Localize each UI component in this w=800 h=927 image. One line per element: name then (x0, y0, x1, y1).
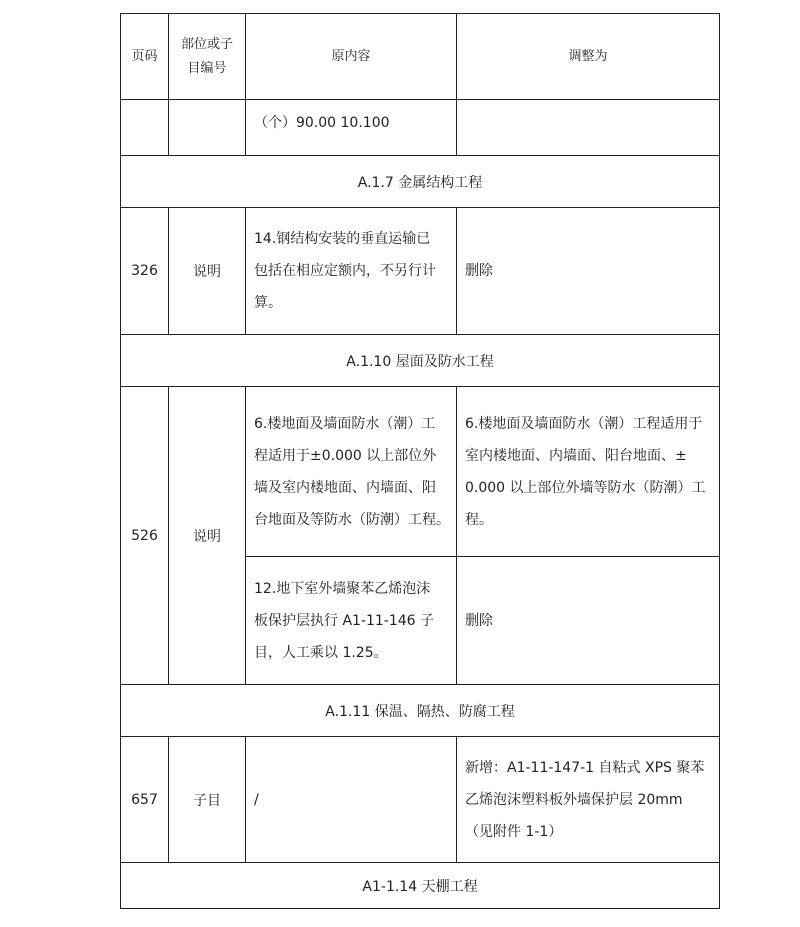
cell-adjusted: 新增：A1-11-147-1 自粘式 XPS 聚苯 乙烯泡沫塑料板外墙保护层 20mm （见附件 1-1） (457, 737, 720, 863)
cell-part (169, 100, 246, 156)
cell-original: 6.楼地面及墙面防水（潮）工 程适用于±0.000 以上部位外 墙及室内楼地面、内墙面、阳 台地面及等防水（防潮）工程。 (246, 387, 457, 557)
cell-part: 说明 (169, 208, 246, 335)
table-row (121, 100, 720, 156)
cell-original: 12.地下室外墙聚苯乙烯泡沫 板保护层执行 A1-11-146 子 目，人工乘以 1.25。 (246, 557, 457, 685)
header-row (121, 14, 720, 100)
cell-page: 326 (121, 208, 169, 335)
section-row (121, 863, 720, 909)
cell-original: / (246, 737, 457, 863)
cell-original: 14.钢结构安装的垂直运输已 包括在相应定额内，不另行计 算。 (246, 208, 457, 335)
table-row (121, 387, 720, 557)
cell-adjusted: 删除 (457, 208, 720, 335)
table-row (121, 208, 720, 335)
section-title: A.1.10 屋面及防水工程 (121, 335, 720, 387)
adjustment-table (120, 13, 720, 909)
section-title: A1-1.14 天棚工程 (121, 863, 720, 909)
cell-part: 说明 (169, 387, 246, 685)
cell-part: 子目 (169, 737, 246, 863)
section-title: A.1.11 保温、隔热、防腐工程 (121, 685, 720, 737)
section-row (121, 685, 720, 737)
section-row (121, 335, 720, 387)
header-page: 页码 (121, 14, 169, 100)
section-row (121, 156, 720, 208)
section-title: A.1.7 金属结构工程 (121, 156, 720, 208)
cell-page: 526 (121, 387, 169, 685)
header-original: 原内容 (246, 14, 457, 100)
table-row (121, 737, 720, 863)
cell-adjusted: 删除 (457, 557, 720, 685)
header-part: 部位或子 目编号 (169, 14, 246, 100)
cell-page: 657 (121, 737, 169, 863)
cell-page (121, 100, 169, 156)
cell-adjusted (457, 100, 720, 156)
cell-adjusted: 6.楼地面及墙面防水（潮）工程适用于 室内楼地面、内墙面、阳台地面、± 0.000 以上部位外墙等防水（防潮）工 程。 (457, 387, 720, 557)
cell-original: （个）90.00 10.100 (246, 100, 457, 156)
header-adjusted: 调整为 (457, 14, 720, 100)
